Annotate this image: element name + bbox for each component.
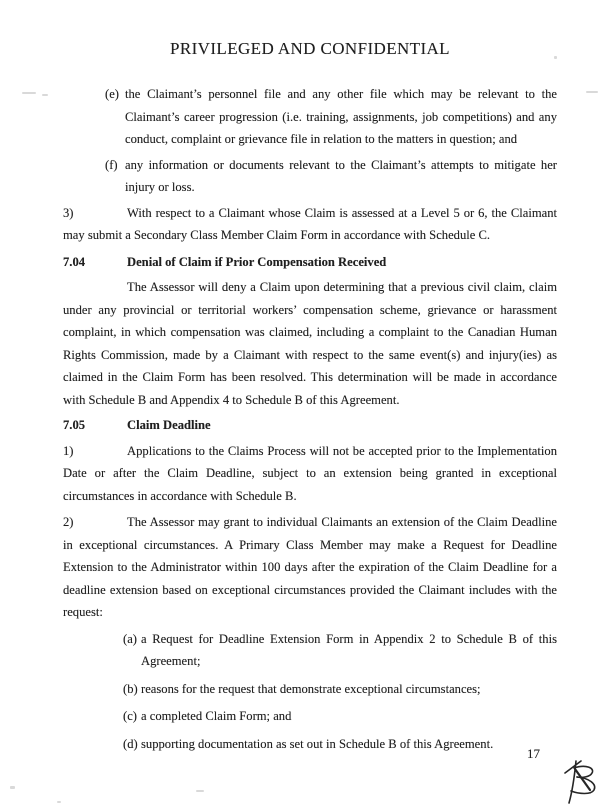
list-item-f	[105, 154, 557, 199]
list-item-text: a Request for Deadline Extension Form in Appendix 2 to Schedule B of this Agreement;	[141, 631, 557, 668]
paragraph-number: 1)	[63, 443, 74, 458]
paragraph-2	[63, 511, 557, 624]
scan-speckle	[22, 92, 36, 94]
list-item-label: (f)	[105, 157, 118, 172]
list-item-e	[105, 83, 557, 151]
document-body	[63, 83, 557, 755]
list-item-label: (e)	[105, 87, 119, 101]
list-item-c	[123, 705, 557, 728]
page-number: 17	[527, 746, 540, 761]
list-item-text: reasons for the request that demonstrate exceptional circumstances;	[141, 681, 481, 696]
section-title: Claim Deadline	[127, 418, 211, 432]
list-item-text: a completed Claim Form; and	[141, 709, 292, 723]
scan-speckle	[57, 801, 61, 803]
paragraph-text: The Assessor may grant to individual Claimants an extension of the Claim Deadline in exceptional circumstances. A Primary Class Member may make a Request for Deadline Extension to the Administrator within 100 days after the expiration of the Claim Deadline for a deadline extension based on exceptional circumstances provided the Claimant includes with the request:	[63, 515, 557, 619]
list-item-label: (c)	[123, 709, 137, 723]
paragraph-text: Applications to the Claims Process will not be accepted prior to the Implementation Date or after the Claim Deadline, subject to an extension being granted in exceptional circumstances in accordance with Schedule B.	[63, 443, 557, 503]
list-item-text: supporting documentation as set out in Schedule B of this Agreement.	[141, 736, 494, 751]
list-item-text: any information or documents relevant to the Claimant’s attempts to mitigate her injury or loss.	[125, 157, 557, 194]
list-item-label: (b)	[123, 681, 138, 696]
scan-speckle	[554, 56, 557, 59]
paragraph-1	[63, 440, 557, 508]
doc-header-title: PRIVILEGED AND CONFIDENTIAL	[170, 39, 450, 58]
paragraph-number: 3)	[63, 205, 74, 220]
scan-speckle	[42, 94, 48, 96]
scan-speckle	[10, 786, 15, 789]
scan-speckle	[586, 91, 598, 93]
section-7-05-heading	[63, 414, 557, 437]
section-7-04-heading	[63, 251, 557, 274]
list-item-a	[123, 628, 557, 673]
list-item-label: (d)	[123, 736, 138, 751]
paragraph-3	[63, 202, 557, 247]
list-item-label: (a)	[123, 631, 137, 646]
section-7-04-body: The Assessor will deny a Claim upon determining that a previous civil claim, claim under any provincial or territorial workers’ compensation scheme, grievance or harassment complaint, in which compensation was claimed, including a complaint to the Canadian Human Rights Commission, made by a Claimant with respect to the same event(s) and injury(ies) as claimed in the Claim Form has been resolved. This determination will be made in accordance with Schedule B and Appendix 4 to Schedule B of this Agreement.	[63, 280, 557, 407]
paragraph-text: With respect to a Claimant whose Claim is assessed at a Level 5 or 6, the Claimant may submit a Secondary Class Member Claim Form in accordance with Schedule C.	[63, 205, 557, 242]
list-item-d	[123, 733, 557, 756]
paragraph-number: 2)	[63, 515, 74, 529]
scan-speckle	[196, 790, 204, 792]
section-number: 7.05	[63, 418, 86, 432]
list-item-b	[123, 678, 557, 701]
section-number: 7.04	[63, 254, 86, 269]
section-title: Denial of Claim if Prior Compensation Received	[127, 254, 387, 269]
list-item-text: the Claimant’s personnel file and any other file which may be relevant to the Claimant’s career progression (i.e. training, assignments, job competitions) and any conduct, complaint or grievance file in relation to the matters in question; and	[125, 87, 557, 146]
handwritten-initials-icon	[556, 757, 608, 805]
